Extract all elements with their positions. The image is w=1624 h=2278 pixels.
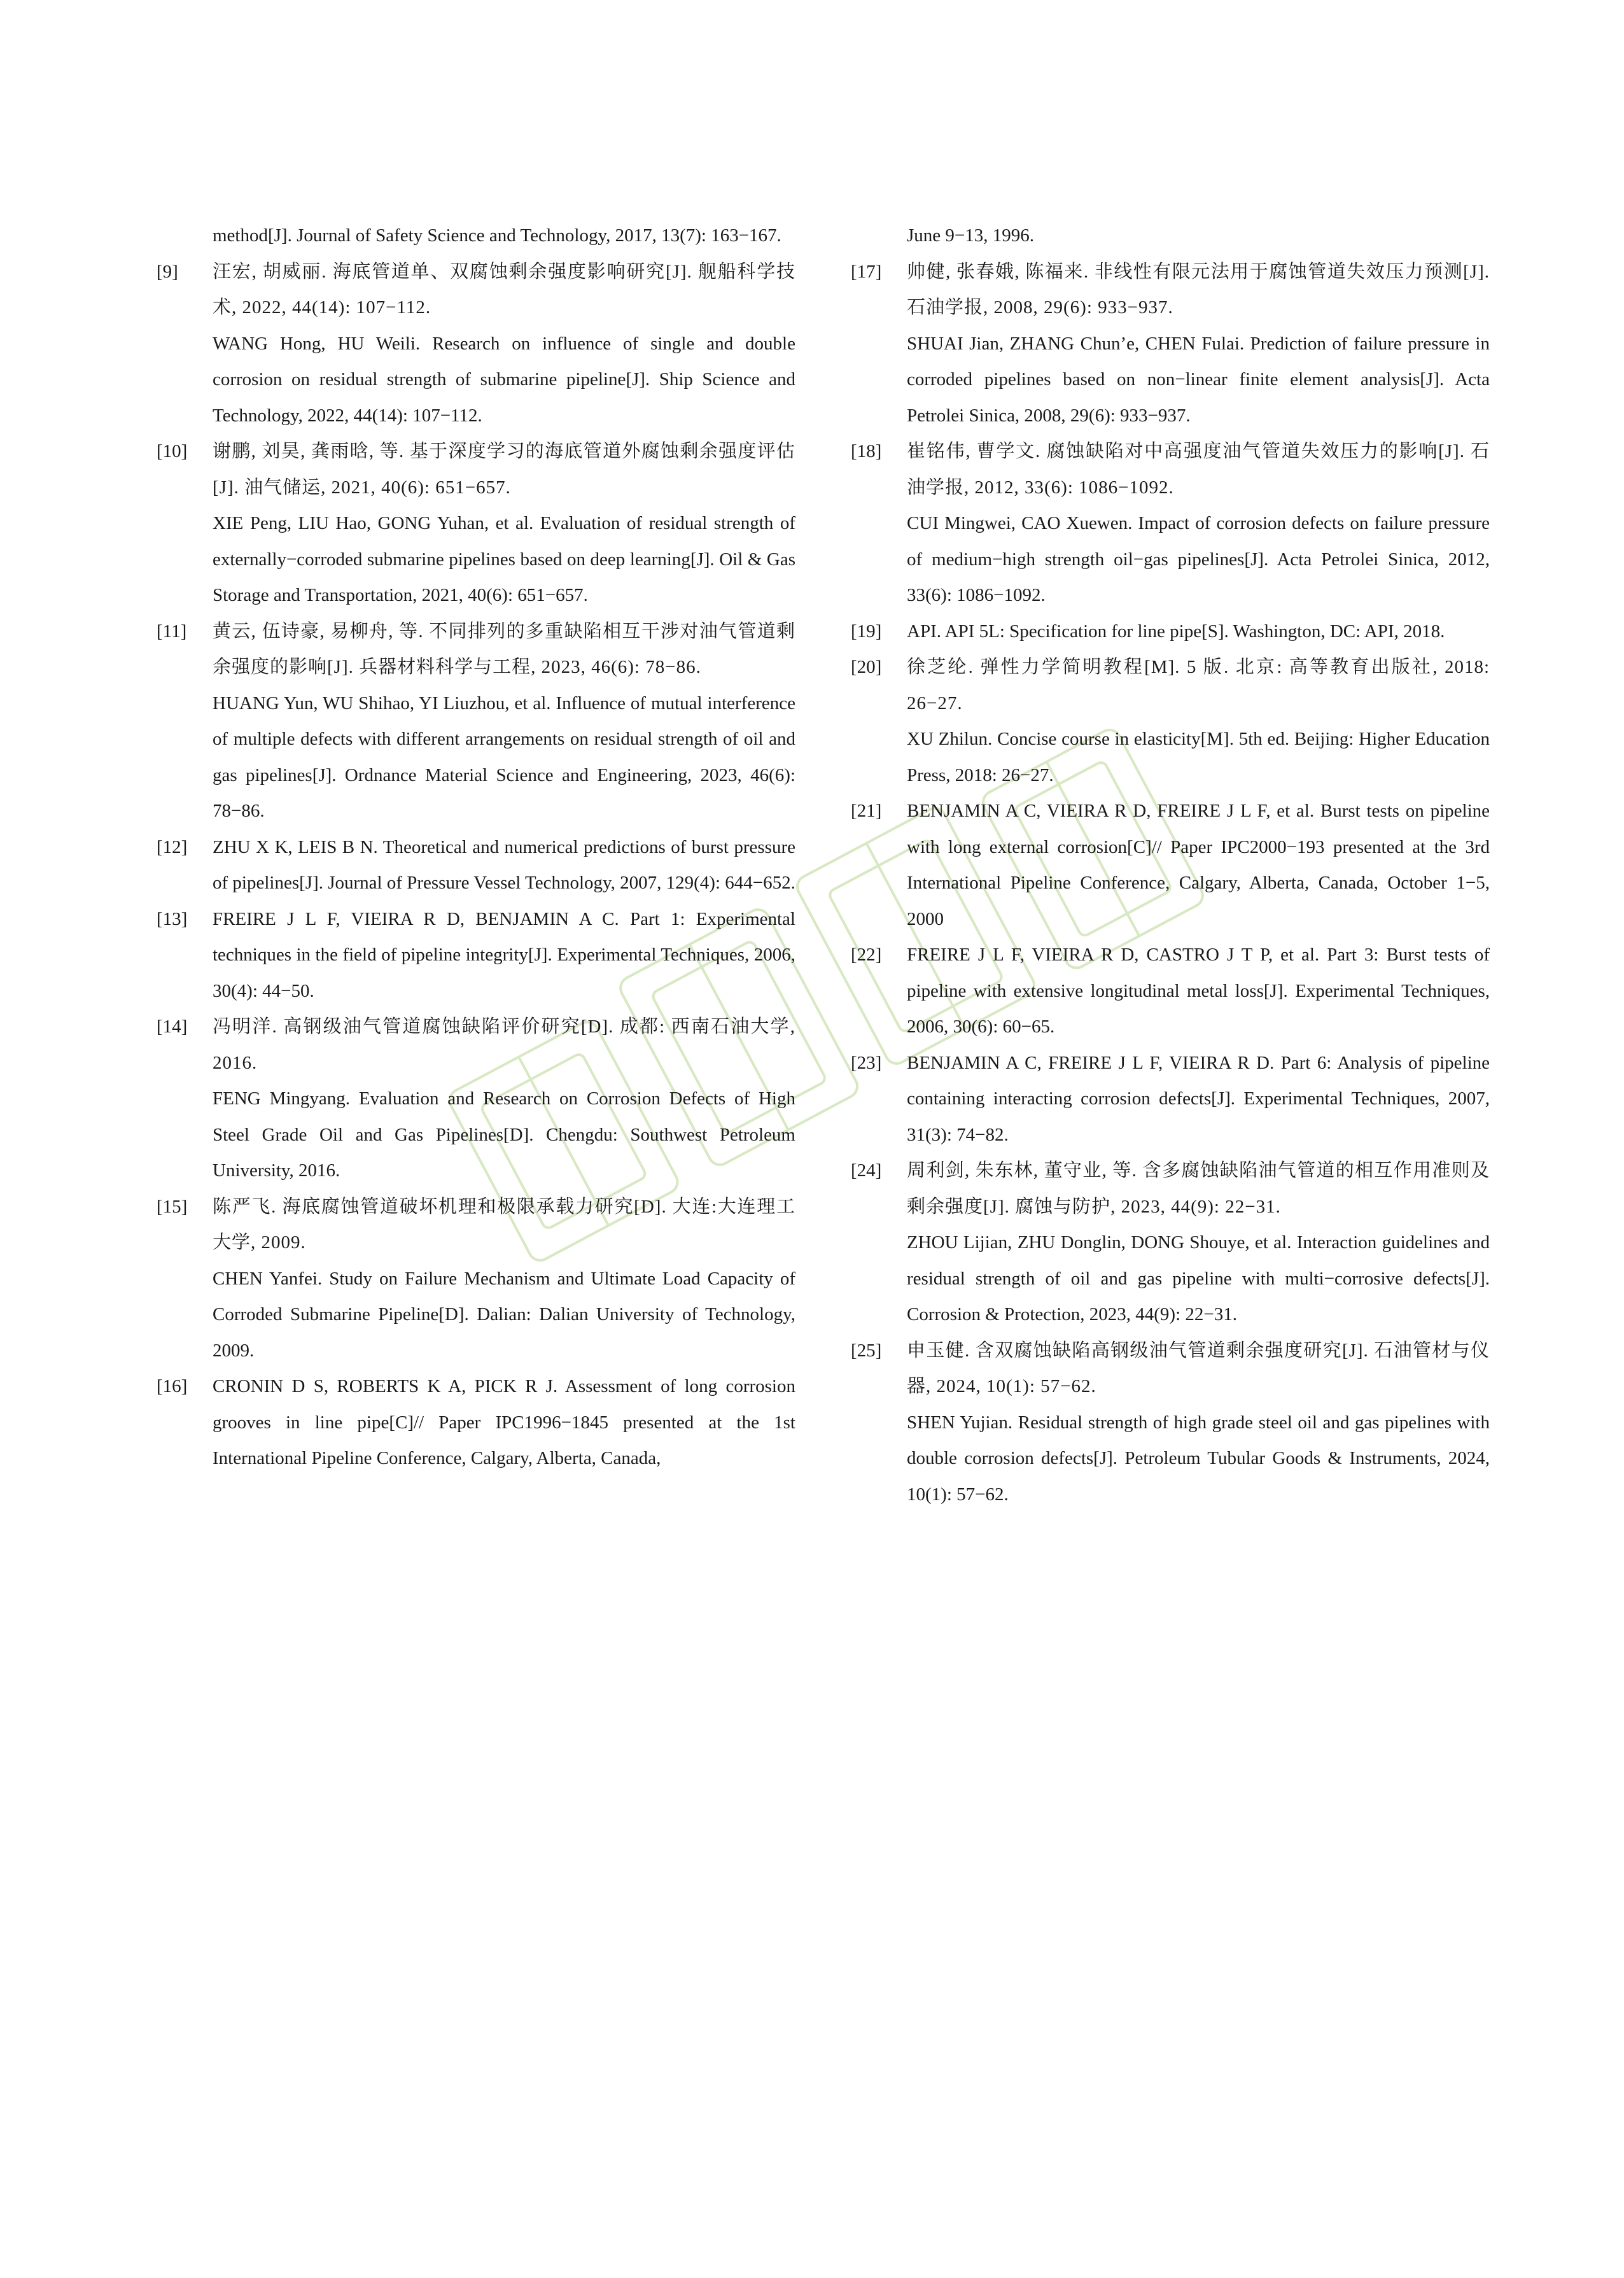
reference-chinese-text: 陈严飞. 海底腐蚀管道破坏机理和极限承载力研究[D]. 大连:大连理工大学, 2009. <box>213 1196 795 1253</box>
left-column <box>157 218 795 1477</box>
reference-entry <box>157 218 795 254</box>
reference-number: [14] <box>157 1016 188 1037</box>
reference-entry <box>157 901 795 1009</box>
reference-entry <box>851 218 1490 254</box>
reference-english-text: FENG Mingyang. Evaluation and Research on Corrosion Defects of High Steel Grade Oil and Gas Pipelines[D]. Chengdu: Southwest Petroleum University, 2016. <box>213 1088 795 1181</box>
reference-english-text: ZHOU Lijian, ZHU Donglin, DONG Shouye, et al. Interaction guidelines and residual strength of oil and gas pipeline with multi−corrosive defects[J]. Corrosion & Protection, 2023, 44(9): 22−31. <box>907 1232 1490 1325</box>
reference-english-text: XU Zhilun. Concise course in elasticity[M]. 5th ed. Beijing: Higher Education Press, 2018: 26−27. <box>907 729 1490 785</box>
reference-number: [24] <box>851 1160 882 1181</box>
reference-number: [25] <box>851 1340 882 1361</box>
reference-number: [10] <box>157 441 188 461</box>
reference-english-text: CHEN Yanfei. Study on Failure Mechanism and Ultimate Load Capacity of Corroded Submarine Pipeline[D]. Dalian: Dalian University of Technology, 2009. <box>213 1268 795 1361</box>
reference-entry <box>851 614 1490 650</box>
reference-english-text: API. API 5L: Specification for line pipe[S]. Washington, DC: API, 2018. <box>907 621 1445 642</box>
reference-number: [21] <box>851 801 882 821</box>
reference-number: [23] <box>851 1052 882 1073</box>
reference-entry <box>157 1368 795 1477</box>
reference-chinese-text: 崔铭伟, 曹学文. 腐蚀缺陷对中高强度油气管道失效压力的影响[J]. 石油学报, 2012, 33(6): 1086−1092. <box>907 441 1490 498</box>
reference-english-text: CUI Mingwei, CAO Xuewen. Impact of corrosion defects on failure pressure of medium−high strength oil−gas pipelines[J]. Acta Petrolei Sinica, 2012, 33(6): 1086−1092. <box>907 513 1490 605</box>
reference-chinese-text: 冯明洋. 高钢级油气管道腐蚀缺陷评价研究[D]. 成都: 西南石油大学, 2016. <box>213 1016 795 1073</box>
reference-number: [18] <box>851 441 882 461</box>
reference-english-text: WANG Hong, HU Weili. Research on influence of single and double corrosion on residual strength of submarine pipeline[J]. Ship Science and Technology, 2022, 44(14): 107−112. <box>213 333 795 426</box>
reference-entry <box>157 829 795 901</box>
reference-english-text: SHEN Yujian. Residual strength of high grade steel oil and gas pipelines with double corrosion defects[J]. Petroleum Tubular Goods & Instruments, 2024, 10(1): 57−62. <box>907 1412 1490 1505</box>
reference-entry <box>851 1333 1490 1513</box>
reference-entry <box>157 1189 795 1369</box>
reference-chinese-text: 徐芝纶. 弹性力学简明教程[M]. 5 版. 北京: 高等教育出版社, 2018: 26−27. <box>907 657 1490 714</box>
right-column <box>851 218 1490 1512</box>
reference-english-text: ZHU X K, LEIS B N. Theoretical and numerical predictions of burst pressure of pipelines[J]. Journal of Pressure Vessel Technology, 2007, 129(4): 644−652. <box>213 836 795 893</box>
reference-entry <box>851 433 1490 614</box>
reference-chinese-text: 帅健, 张春娥, 陈福来. 非线性有限元法用于腐蚀管道失效压力预测[J]. 石油学报, 2008, 29(6): 933−937. <box>907 261 1490 318</box>
reference-number: [19] <box>851 621 882 642</box>
reference-entry <box>851 937 1490 1045</box>
reference-english-text: XIE Peng, LIU Hao, GONG Yuhan, et al. Evaluation of residual strength of externally−corroded submarine pipelines based on deep learning[J]. Oil & Gas Storage and Transportation, 2021, 40(6): 651−657. <box>213 513 795 605</box>
reference-chinese-text: 周利剑, 朱东林, 董守业, 等. 含多腐蚀缺陷油气管道的相互作用准则及剩余强度[J]. 腐蚀与防护, 2023, 44(9): 22−31. <box>907 1160 1490 1217</box>
reference-number: [20] <box>851 657 882 677</box>
reference-entry <box>851 1045 1490 1153</box>
reference-english-text: HUANG Yun, WU Shihao, YI Liuzhou, et al. Influence of mutual interference of multiple defects with different arrangements on residual strength of oil and gas pipelines[J]. Ordnance Material Science and Engineering, 2023, 46(6): 78−86. <box>213 693 795 821</box>
reference-number: [12] <box>157 836 188 857</box>
reference-english-text: CRONIN D S, ROBERTS K A, PICK R J. Assessment of long corrosion grooves in line pipe[C]// Paper IPC1996−1845 presented at the 1st International Pipeline Conference, Calgary, Alberta, Canada, <box>213 1376 795 1468</box>
reference-entry <box>851 793 1490 937</box>
reference-number: [16] <box>157 1376 188 1396</box>
reference-english-text: BENJAMIN A C, FREIRE J L F, VIEIRA R D. Part 6: Analysis of pipeline containing interacting corrosion defects[J]. Experimental Techniques, 2007, 31(3): 74−82. <box>907 1052 1490 1145</box>
reference-number: [13] <box>157 908 188 929</box>
reference-number: [22] <box>851 945 882 965</box>
reference-entry <box>851 254 1490 434</box>
reference-entry <box>851 1153 1490 1333</box>
reference-english-text: BENJAMIN A C, VIEIRA R D, FREIRE J L F, et al. Burst tests on pipeline with long external corrosion[C]// Paper IPC2000−193 presented at the 3rd International Pipeline Conference, Calgary, Alberta, Canada, October 1−5, 2000 <box>907 801 1490 929</box>
reference-chinese-text: 黄云, 伍诗豪, 易柳舟, 等. 不同排列的多重缺陷相互干涉对油气管道剩余强度的影响[J]. 兵器材料科学与工程, 2023, 46(6): 78−86. <box>213 621 795 677</box>
reference-entry <box>157 614 795 829</box>
reference-chinese-text: 谢鹏, 刘昊, 龚雨晗, 等. 基于深度学习的海底管道外腐蚀剩余强度评估[J]. 油气储运, 2021, 40(6): 651−657. <box>213 441 795 498</box>
reference-chinese-text: 汪宏, 胡威丽. 海底管道单、双腐蚀剩余强度影响研究[J]. 舰船科学技术, 2022, 44(14): 107−112. <box>213 261 795 318</box>
reference-number: [9] <box>157 261 178 282</box>
reference-entry <box>851 649 1490 793</box>
reference-english-text: SHUAI Jian, ZHANG Chun’e, CHEN Fulai. Prediction of failure pressure in corroded pipelines based on non−linear finite element analysis[J]. Acta Petrolei Sinica, 2008, 29(6): 933−937. <box>907 333 1490 426</box>
reference-entry <box>157 1009 795 1189</box>
reference-chinese-text: 申玉健. 含双腐蚀缺陷高钢级油气管道剩余强度研究[J]. 石油管材与仪器, 2024, 10(1): 57−62. <box>907 1340 1490 1396</box>
reference-english-text: method[J]. Journal of Safety Science and Technology, 2017, 13(7): 163−167. <box>213 225 781 246</box>
reference-entry <box>157 254 795 434</box>
reference-entry <box>157 433 795 614</box>
reference-english-text: FREIRE J L F, VIEIRA R D, CASTRO J T P, et al. Part 3: Burst tests of pipeline with extensive longitudinal metal loss[J]. Experimental Techniques, 2006, 30(6): 60−65. <box>907 945 1490 1037</box>
reference-number: [11] <box>157 621 187 642</box>
reference-number: [17] <box>851 261 882 282</box>
reference-english-text: FREIRE J L F, VIEIRA R D, BENJAMIN A C. Part 1: Experimental techniques in the field of pipeline integrity[J]. Experimental Techniques, 2006, 30(4): 44−50. <box>213 908 795 1001</box>
reference-english-text: June 9−13, 1996. <box>907 225 1035 246</box>
reference-number: [15] <box>157 1196 188 1217</box>
